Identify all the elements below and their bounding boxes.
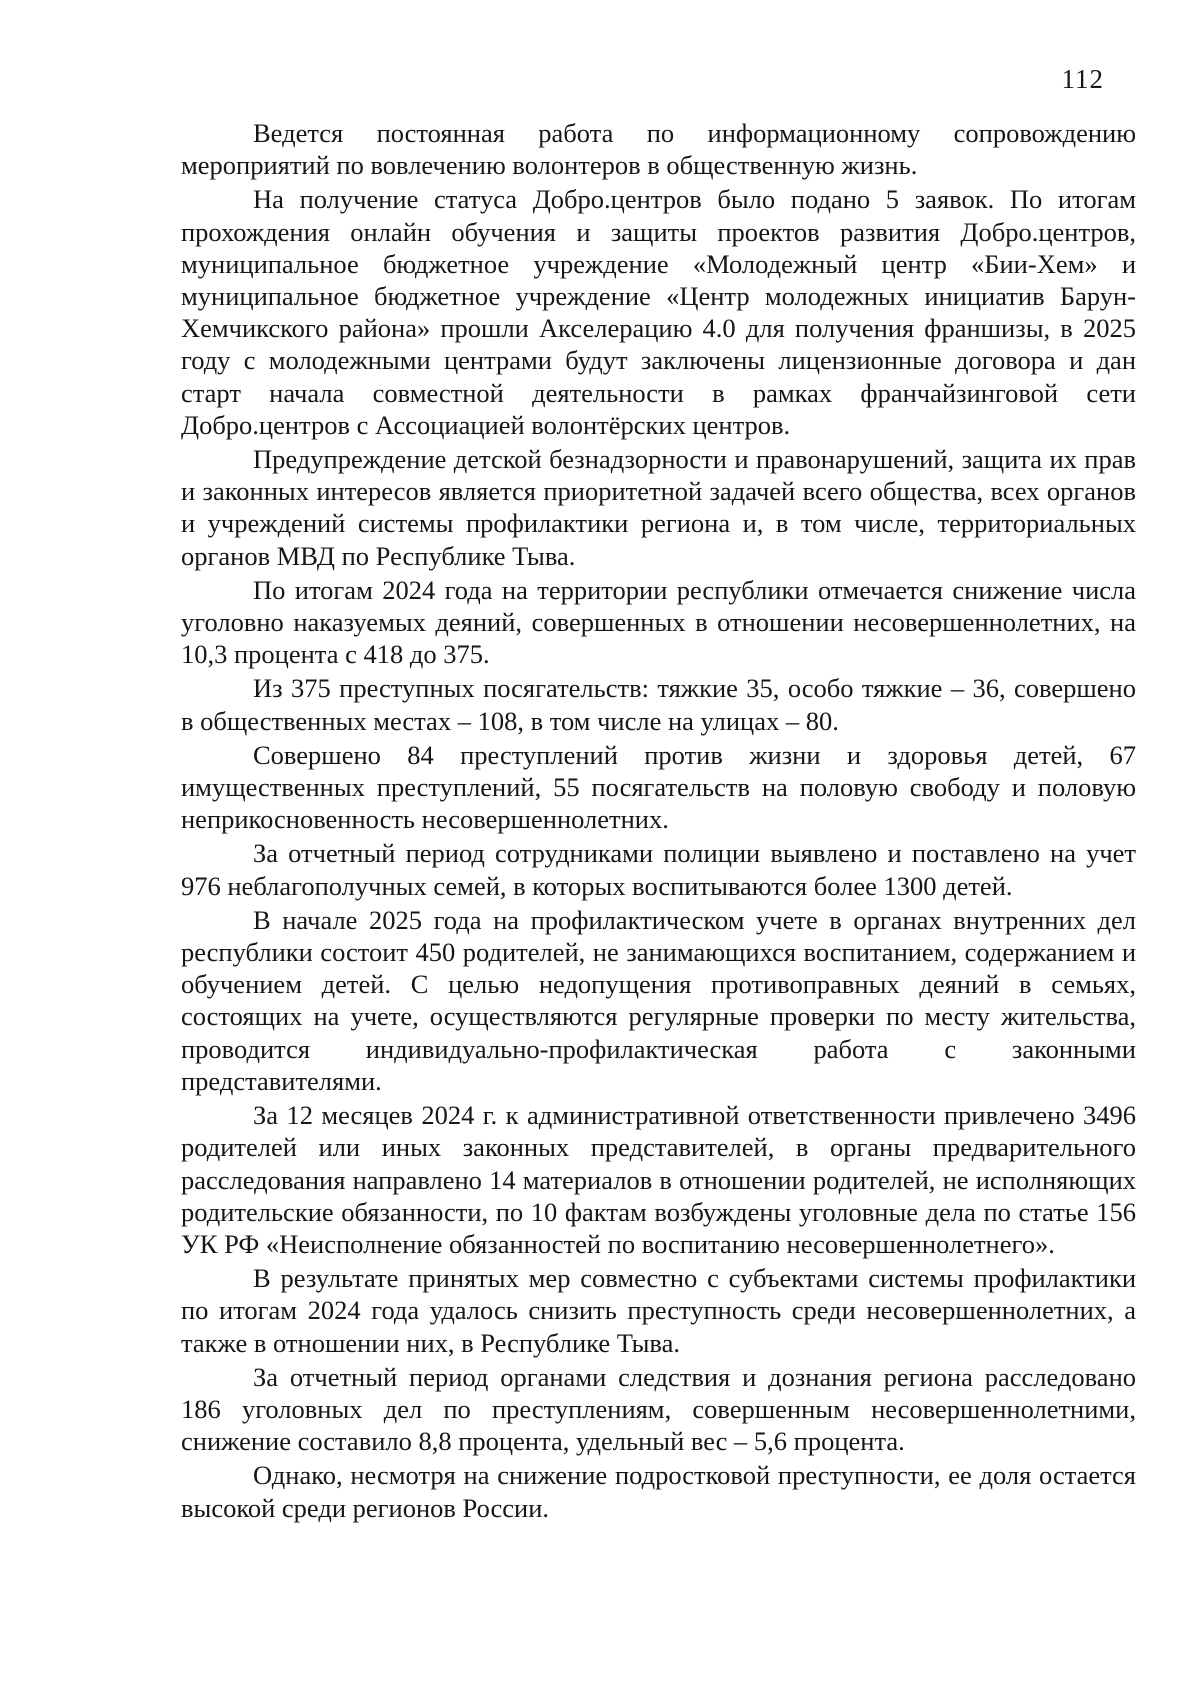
paragraph-conclusion: Однако, несмотря на снижение подростковой преступности, ее доля остается высокой среди регионов России. (181, 1460, 1136, 1523)
paragraph-dysfunctional-families: За отчетный период сотрудниками полиции выявлено и поставлено на учет 976 неблагополучных семей, в которых воспитываются более 1300 детей. (181, 838, 1136, 901)
paragraph-preventive-registry: В начале 2025 года на профилактическом учете в органах внутренних дел республики состоит 450 родителей, не занимающихся воспитанием, содержанием и обучением детей. С целью недопущения противоправных деяний в семьях, состоящих на учете, осуществляются регулярные проверки по месту жительства, проводится индивидуально-профилактическая работа с законными представителями. (181, 904, 1136, 1096)
paragraph-results: В результате принятых мер совместно с субъектами системы профилактики по итогам 2024 года удалось снизить преступность среди несовершеннолетних, а также в отношении них, в Республике Тыва. (181, 1263, 1136, 1358)
paragraph-dobro-centers: На получение статуса Добро.центров было подано 5 заявок. По итогам прохождения онлайн обучения и защиты проектов развития Добро.центров, муниципальное бюджетное учреждение «Молодежный центр «Бии-Хем» и муниципальное бюджетное учреждение «Центр молодежных инициатив Барун-Хемчикского района» прошли Акселерацию 4.0 для получения франшизы, в 2025 году с молодежными центрами будут заключены лицензионные договора и дан старт начала совместной деятельности в рамках франчайзинговой сети Добро.центров с Ассоциацией волонтёрских центров. (181, 184, 1136, 440)
paragraph-crimes-against-children: Совершено 84 преступлений против жизни и здоровья детей, 67 имущественных преступлений, 55 посягательств на половую свободу и половую неприкосновенность несовершеннолетних. (181, 739, 1136, 835)
paragraph-investigations: За отчетный период органами следствия и дознания региона расследовано 186 уголовных дел по преступлениям, совершенным несовершеннолетними, снижение составило 8,8 процента, удельный вес – 5,6 процента. (181, 1361, 1136, 1457)
paragraph-administrative-liability: За 12 месяцев 2024 г. к административной ответственности привлечено 3496 родителей или иных законных представителей, в органы предварительного расследования направлено 14 материалов в отношении родителей, не исполняющих родительские обязанности, по 10 фактам возбуждены уголовные дела по статье 156 УК РФ «Неисполнение обязанностей по воспитанию несовершеннолетнего». (181, 1100, 1136, 1259)
paragraph-volunteer-info: Ведется постоянная работа по информационному сопровождению мероприятий по вовлечению волонтеров в общественную жизнь. (181, 118, 1136, 181)
paragraph-prevention: Предупреждение детской безнадзорности и правонарушений, защита их прав и законных интересов является приоритетной задачей всего общества, всех органов и учреждений системы профилактики региона и, в том числе, территориальных органов МВД по Республике Тыва. (181, 444, 1136, 571)
document-body (181, 117, 1136, 1526)
paragraph-crime-breakdown: Из 375 преступных посягательств: тяжкие 35, особо тяжкие – 36, совершено в общественных местах – 108, в том числе на улицах – 80. (181, 673, 1136, 736)
paragraph-crime-decrease: По итогам 2024 года на территории республики отмечается снижение числа уголовно наказуемых деяний, совершенных в отношении несовершеннолетних, на 10,3 процента с 418 до 375. (181, 574, 1136, 670)
page-number: 112 (1061, 64, 1104, 94)
